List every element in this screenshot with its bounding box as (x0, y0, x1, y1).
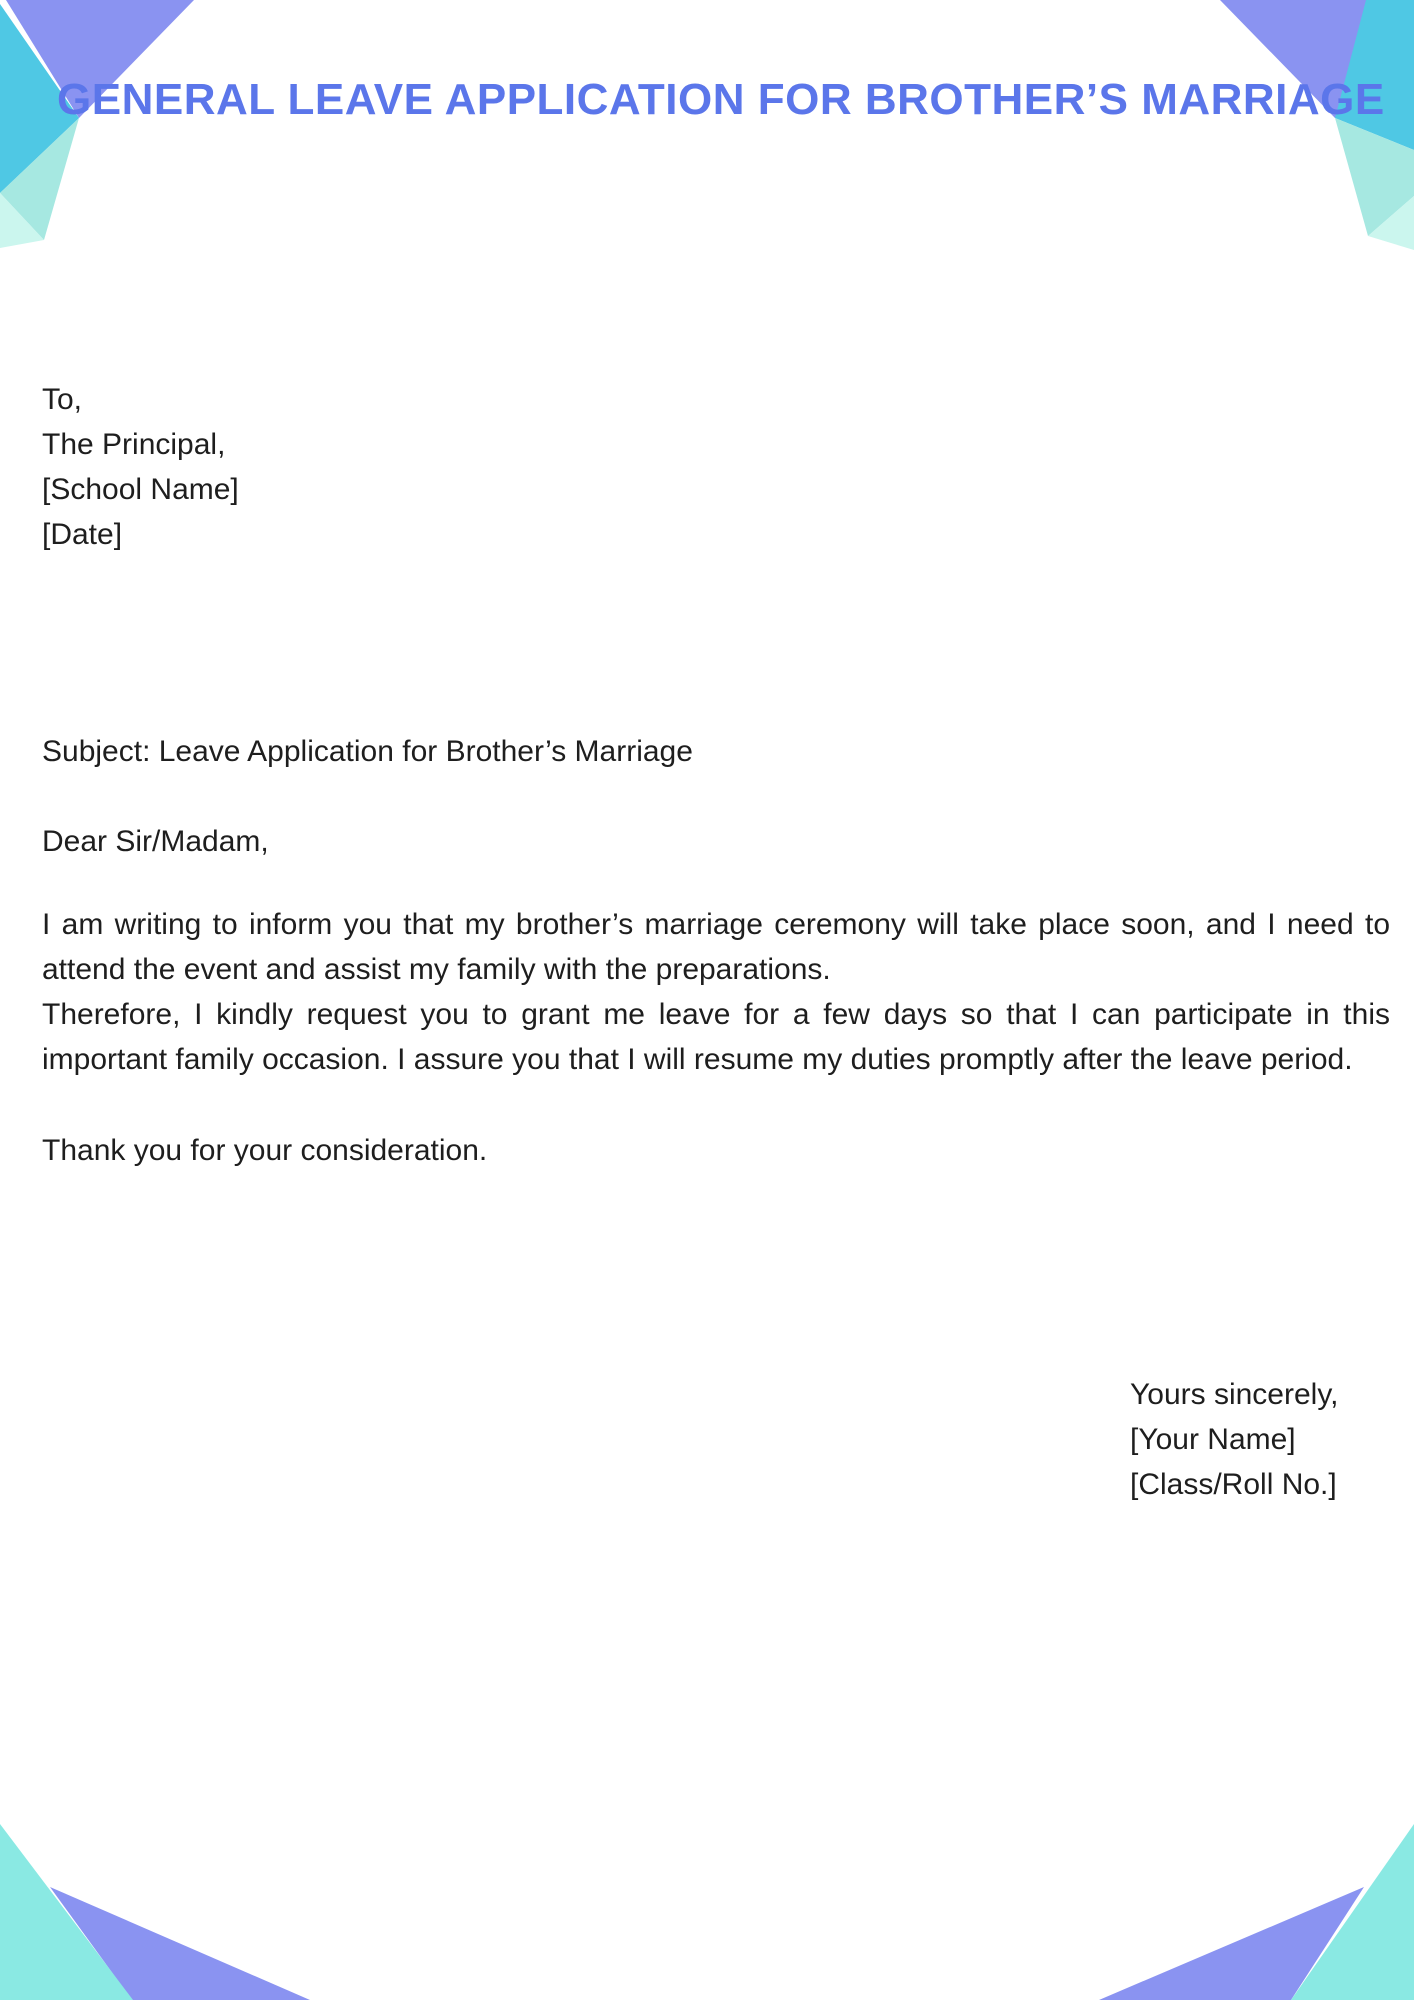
closing-line: Thank you for your consideration. (42, 1134, 488, 1167)
address-line-school-name: [School Name] (42, 473, 239, 506)
recipient-block (42, 377, 239, 557)
signature-block (1130, 1372, 1338, 1507)
salutation: Dear Sir/Madam, (42, 825, 269, 858)
signature-line-sincerely: Yours sincerely, (1130, 1378, 1339, 1411)
address-line-to: To, (42, 383, 83, 416)
page-title: GENERAL LEAVE APPLICATION FOR BROTHER’S MARRIAGE (57, 75, 1385, 124)
body-paragraph-2: Therefore, I kindly request you to grant me leave for a few days so that I can participate in this important family occasion. I assure you that I will resume my duties promptly after the leave period. (42, 998, 1390, 1076)
subject-line: Subject: Leave Application for Brother’s Marriage (42, 735, 693, 768)
address-line-date: [Date] (42, 518, 123, 551)
signature-line-class-roll: [Class/Roll No.] (1130, 1468, 1337, 1501)
body-paragraph-1: I am writing to inform you that my brother’s marriage ceremony will take place soon, and I need to attend the event and assist my family with the preparations. (42, 908, 1390, 986)
letter-body (42, 902, 1390, 1082)
address-line-principal: The Principal, (42, 428, 226, 461)
signature-line-name: [Your Name] (1130, 1423, 1296, 1456)
